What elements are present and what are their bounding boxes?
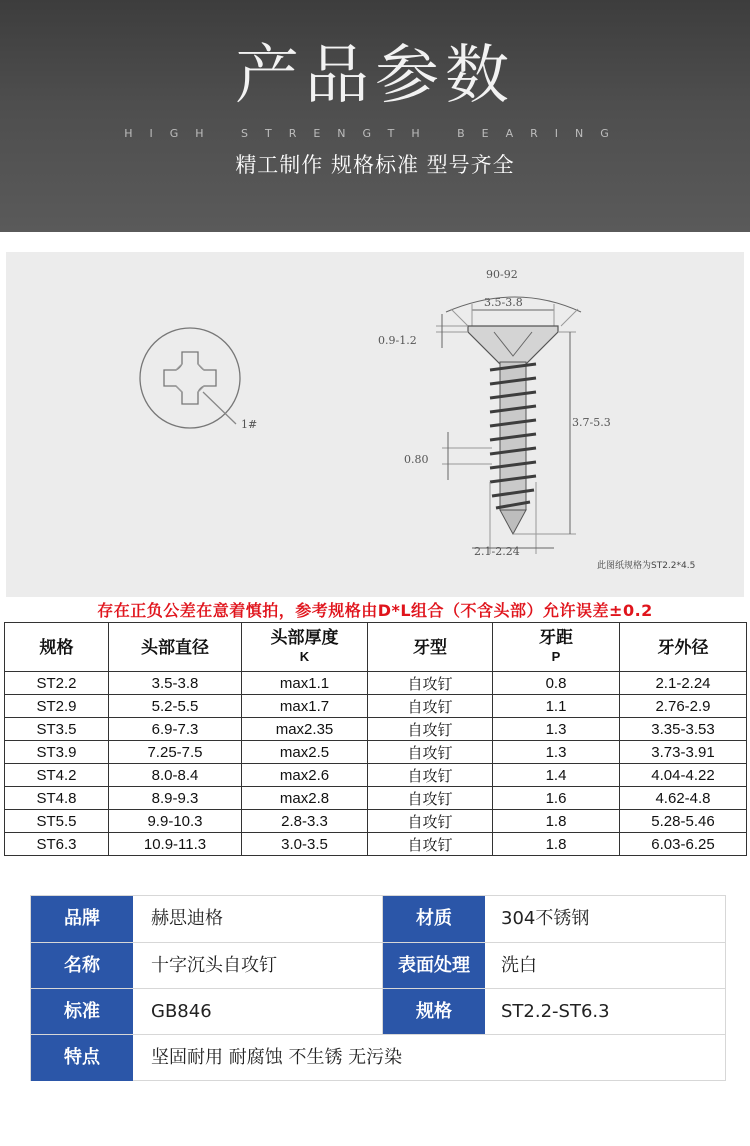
cell-spec: ST4.2	[5, 764, 109, 787]
cell-head-diameter: 8.9-9.3	[109, 787, 242, 810]
tolerance-note: 存在正负公差在意着慎拍，参考规格由D*L组合（不含头部）允许误差±0.2	[97, 601, 653, 620]
cell-head-thickness: max2.35	[242, 718, 368, 741]
technical-drawing	[6, 252, 744, 597]
cell-head-thickness: max2.5	[242, 741, 368, 764]
header-pitch-symbol: P	[551, 649, 561, 664]
cell-head-thickness: max1.7	[242, 695, 368, 718]
cell-thread-type: 自攻钉	[368, 695, 493, 718]
feature-value: 坚固耐用 耐腐蚀 不生锈 无污染	[151, 1047, 403, 1068]
cell-spec: ST6.3	[5, 833, 109, 856]
surface-label: 表面处理	[383, 943, 485, 989]
cell-thread-type: 自攻钉	[368, 672, 493, 695]
table-row	[5, 695, 747, 718]
cell-thread-type: 自攻钉	[368, 764, 493, 787]
cell-spec: ST3.5	[5, 718, 109, 741]
cell-outer-diameter: 6.03-6.25	[620, 833, 747, 856]
cell-head-thickness: max2.8	[242, 787, 368, 810]
length-label: 3.7-5.3	[572, 416, 611, 429]
name-value: 十字沉头自攻钉	[151, 955, 277, 976]
product-info-table	[30, 895, 726, 1081]
cell-spec: ST3.9	[5, 741, 109, 764]
spec-label: 规格	[383, 989, 485, 1035]
cell-head-diameter: 6.9-7.3	[109, 718, 242, 741]
cell-head-diameter: 8.0-8.4	[109, 764, 242, 787]
cell-pitch: 1.1	[493, 695, 620, 718]
cell-head-thickness: max2.6	[242, 764, 368, 787]
cell-head-thickness: 2.8-3.3	[242, 810, 368, 833]
header-pitch-label: 牙距	[539, 628, 573, 647]
cell-pitch: 1.8	[493, 810, 620, 833]
cell-pitch: 1.8	[493, 833, 620, 856]
info-row	[31, 988, 725, 1035]
angle-label: 90-92	[486, 268, 518, 281]
header-head-thickness	[242, 623, 368, 672]
header-head-thickness-symbol: K	[299, 649, 310, 664]
cell-outer-diameter: 2.1-2.24	[620, 672, 747, 695]
header-banner	[0, 0, 750, 232]
cell-outer-diameter: 4.62-4.8	[620, 787, 747, 810]
drive-size-label: 1#	[241, 418, 258, 431]
cell-spec: ST2.2	[5, 672, 109, 695]
head-diameter-label: 3.5-3.8	[484, 296, 523, 309]
surface-value: 洗白	[501, 955, 537, 976]
cell-head-diameter: 9.9-10.3	[109, 810, 242, 833]
brand-label: 品牌	[31, 896, 133, 942]
subtitle-english: HIGH STRENGTH BEARING	[124, 127, 626, 140]
pitch-label: 0.80	[404, 453, 429, 466]
header-head-thickness-label: 头部厚度	[270, 628, 339, 647]
cell-head-diameter: 7.25-7.5	[109, 741, 242, 764]
cell-outer-diameter: 3.73-3.91	[620, 741, 747, 764]
info-row	[31, 896, 725, 942]
header-thread-type: 牙型	[368, 623, 493, 672]
cell-pitch: 1.3	[493, 718, 620, 741]
table-row	[5, 787, 747, 810]
brand-value: 赫思迪格	[151, 908, 223, 929]
cell-thread-type: 自攻钉	[368, 718, 493, 741]
cell-head-diameter: 10.9-11.3	[109, 833, 242, 856]
screw-side-view	[436, 297, 581, 554]
thread-diameter-label: 2.1-2.24	[474, 545, 520, 558]
drawing-caption: 此图纸规格为ST2.2*4.5	[597, 561, 696, 571]
info-row	[31, 942, 725, 989]
cell-outer-diameter: 5.28-5.46	[620, 810, 747, 833]
standard-label: 标准	[31, 989, 133, 1035]
spec-table	[4, 622, 747, 856]
cell-pitch: 1.6	[493, 787, 620, 810]
cell-head-thickness: max1.1	[242, 672, 368, 695]
cell-thread-type: 自攻钉	[368, 741, 493, 764]
cell-pitch: 1.3	[493, 741, 620, 764]
header-outer-diameter: 牙外径	[620, 623, 747, 672]
cell-spec: ST4.8	[5, 787, 109, 810]
slogan: 精工制作 规格标准 型号齐全	[235, 153, 515, 177]
cell-outer-diameter: 4.04-4.22	[620, 764, 747, 787]
cell-thread-type: 自攻钉	[368, 787, 493, 810]
table-row	[5, 718, 747, 741]
cell-thread-type: 自攻钉	[368, 810, 493, 833]
head-top-view	[140, 328, 240, 428]
spec-table-header	[5, 623, 747, 672]
material-label: 材质	[383, 896, 485, 942]
head-thickness-label: 0.9-1.2	[378, 334, 417, 347]
screw-drawing	[6, 252, 744, 597]
table-row	[5, 741, 747, 764]
table-row	[5, 810, 747, 833]
header-pitch	[493, 623, 620, 672]
cell-head-thickness: 3.0-3.5	[242, 833, 368, 856]
feature-label: 特点	[31, 1035, 133, 1081]
table-row	[5, 833, 747, 856]
info-row	[31, 1034, 725, 1081]
cell-pitch: 1.4	[493, 764, 620, 787]
table-row	[5, 764, 747, 787]
cell-head-diameter: 5.2-5.5	[109, 695, 242, 718]
cell-outer-diameter: 3.35-3.53	[620, 718, 747, 741]
page-title: 产品参数	[235, 39, 515, 113]
header-head-diameter: 头部直径	[109, 623, 242, 672]
cell-spec: ST2.9	[5, 695, 109, 718]
cell-head-diameter: 3.5-3.8	[109, 672, 242, 695]
table-row	[5, 672, 747, 695]
standard-value: GB846	[151, 1001, 212, 1022]
header-spec: 规格	[5, 623, 109, 672]
cell-outer-diameter: 2.76-2.9	[620, 695, 747, 718]
name-label: 名称	[31, 943, 133, 989]
spec-value: ST2.2-ST6.3	[501, 1001, 610, 1022]
cell-pitch: 0.8	[493, 672, 620, 695]
cell-spec: ST5.5	[5, 810, 109, 833]
material-value: 304不锈钢	[501, 908, 590, 929]
cell-thread-type: 自攻钉	[368, 833, 493, 856]
